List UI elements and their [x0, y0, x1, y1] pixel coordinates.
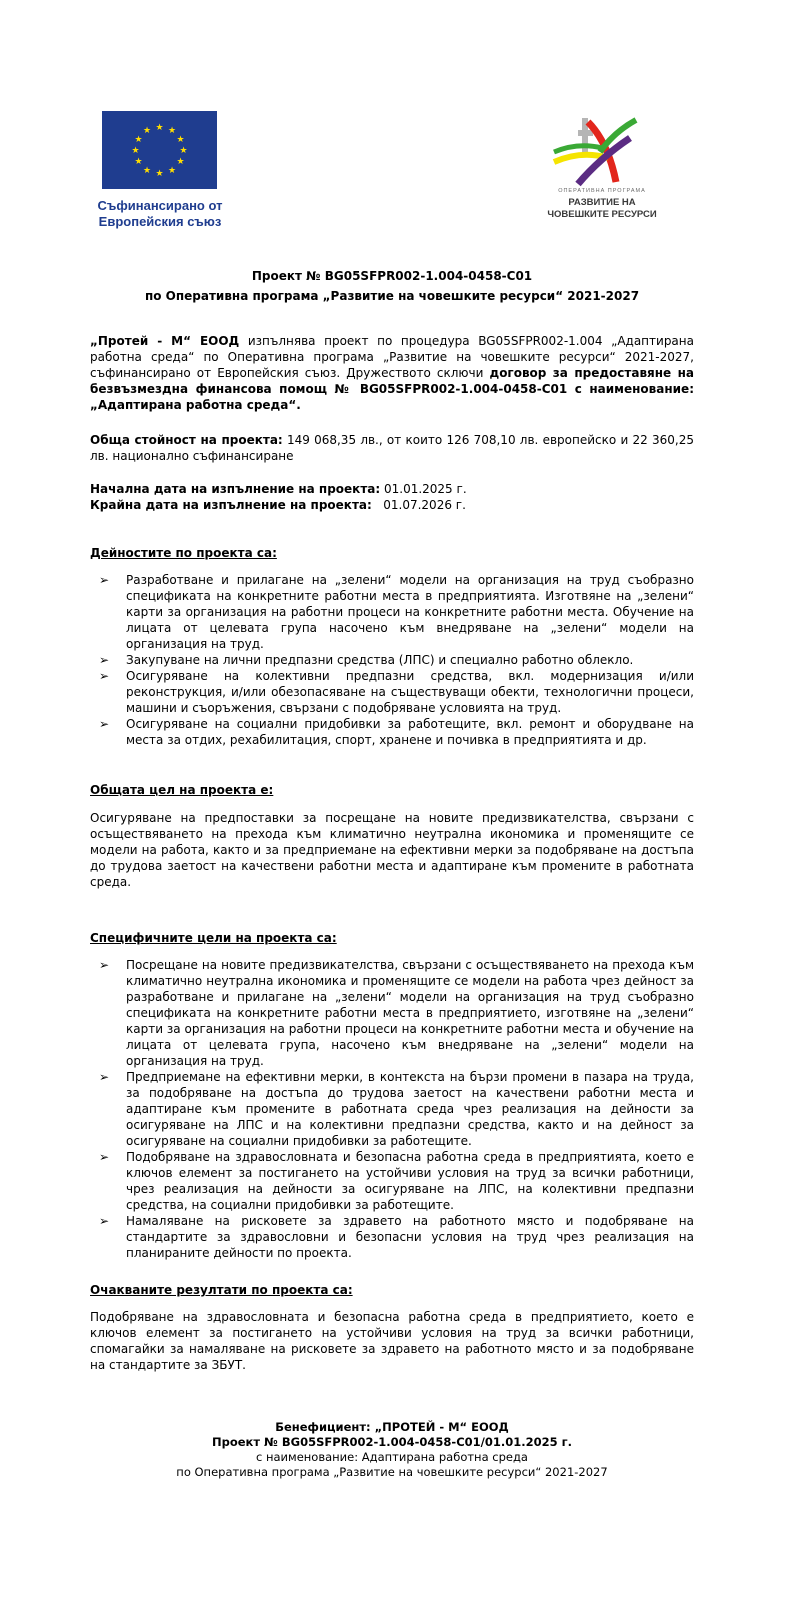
list-item: ➢ Осигуряване на социални придобивки за работещите, вкл. ремонт и оборудване на места за отдих, рехабилитация, спорт, хранене и почивка в предприятията и др.	[99, 717, 694, 747]
arrow-bullet-icon: ➢	[99, 958, 110, 972]
arrow-bullet-icon: ➢	[99, 717, 110, 731]
list-item: ➢ Предприемане на ефективни мерки, в контекста на бързи промени в пазара на труда, за подобряване на достъпа до трудова заетост на качествени работни места и адаптиране към промените в работната среда чрез реализация на дейности за осигуряване на ЛПС и на колективни предпазни средства, както и на дейност за осигуряване на социални придобивки за работещите.	[99, 1070, 694, 1148]
svg-text:★: ★	[134, 135, 143, 145]
project-number-title: Проект № BG05SFPR002-1.004-0458-C01	[251, 269, 533, 283]
svg-text:★: ★	[131, 146, 140, 156]
arrow-bullet-icon: ➢	[99, 1214, 110, 1228]
general-goal-text: Осигуряване на предпоставки за посрещане на новите предизвикателства, свързани с осъществяването на прехода към климатично неутрална икономика и променящите се модели на работа, както и за предприемане на ефективни мерки за подобряване на достъпа до трудова заетост на качествени работни места и адаптиране към промените в работната среда.	[90, 811, 694, 889]
project-name-line: с наименование: Адаптирана работна среда	[256, 1450, 528, 1464]
eu-cofunded-caption: Съфинансирано от Европейския съюз	[97, 198, 223, 229]
arrow-bullet-icon: ➢	[99, 669, 110, 683]
company-name: „Протей - М“ ЕООД	[90, 334, 240, 348]
svg-text:★: ★	[134, 157, 143, 167]
project-value: Обща стойност на проекта: 149 068,35 лв., от които 126 708,10 лв. европейско и 22 360,25 лв. национално съфинансиране	[90, 433, 694, 463]
arrow-bullet-icon: ➢	[99, 1150, 110, 1164]
svg-text:★: ★	[167, 126, 177, 136]
specific-goals-list	[90, 957, 694, 1261]
end-date-label: Крайна дата на изпълнение на проекта:	[90, 498, 372, 512]
beneficiary-line: Бенефициент: „ПРОТЕЙ - М“ ЕООД	[275, 1420, 509, 1434]
general-goal-heading: Общата цел на проекта е:	[90, 783, 274, 797]
svg-text:★: ★	[155, 169, 164, 179]
list-item: ➢ Закупуване на лични предпазни средства (ЛПС) и специално работно облекло.	[99, 653, 634, 667]
results-heading: Очакваните резултати по проекта са:	[90, 1283, 353, 1297]
list-item: ➢ Подобряване на здравословната и безопасна работна среда в предприятията, което е ключов елемент за постигането на устойчиви условия на труд за всички работници, чрез реализация на дейности за осигуряване на ЛПС, на колективни предпазни средства, на социални придобивки за работещите.	[99, 1150, 694, 1212]
eu-flag-icon	[102, 111, 217, 189]
list-item: ➢ Посрещане на новите предизвикателства, свързани с осъществяването на прехода към климатично неутрална икономика и променящите се модели на работа чрез дейност за разработване и прилагане на „зелени“ модели на организация на труд съобразно спецификата на конкретните работни места в предприятието, изготвяне на „зелени“ карти за организация на работни процеси на конкретните работни места и обучение на лицата от целевата група, насочено към внедряване на „зелени“ модели на организация на труд.	[99, 958, 694, 1068]
hr-programme-small-caption: ОПЕРАТИВНА ПРОГРАМА	[558, 188, 646, 194]
arrow-bullet-icon: ➢	[99, 1070, 110, 1084]
arrow-bullet-icon: ➢	[99, 653, 110, 667]
programme-line: по Оперативна програма „Развитие на човешките ресурси“ 2021-2027	[176, 1465, 608, 1479]
svg-text:★: ★	[176, 157, 185, 167]
project-number-line: Проект № BG05SFPR002-1.004-0458-C01/01.01.2025 г.	[212, 1435, 572, 1449]
svg-text:★: ★	[167, 166, 177, 176]
document-title	[90, 266, 694, 306]
list-item: ➢ Намаляване на рисковете за здравето на работното място и подобряване на стандартите за здравословни и безопасни условия на труд чрез реализация на планираните дейности по проекта.	[99, 1214, 694, 1260]
svg-text:★: ★	[142, 166, 152, 176]
list-item: ➢ Осигуряване на колективни предпазни средства, вкл. модернизация и/или реконструкция, и/или обезопасяване на съществуващи обекти, технологични процеси, машини и съоръжения, свързани с подобряване условията на труд.	[99, 669, 694, 715]
hr-programme-caption: РАЗВИТИЕ НА ЧОВЕШКИТЕ РЕСУРСИ	[547, 197, 657, 220]
contract-text: договор за предоставяне на безвъзмездна финансова помощ № BG05SFPR002-1.004-0458-C01 с наименование: „Адаптирана работна среда“.	[90, 366, 694, 412]
end-date-value: 01.07.2026 г.	[371, 498, 466, 512]
activities-list	[90, 572, 694, 748]
programme-title: по Оперативна програма „Развитие на човешките ресурси“ 2021-2027	[144, 289, 640, 303]
svg-text:★: ★	[142, 126, 152, 136]
arrow-bullet-icon: ➢	[99, 573, 110, 587]
svg-text:★: ★	[155, 123, 164, 133]
intro-paragraph: „Протей - М“ ЕООД изпълнява проект по процедура BG05SFPR002-1.004 „Адаптирана работна среда“ по Оперативна програма „Развитие на човешките ресурси“ 2021-2027, съфинансирано от Европейския съюз. Дружеството сключи договор за предоставяне на безвъзмездна финансова помощ № BG05SFPR002-1.004-0458-C01 с наименование: „Адаптирана работна среда“.	[90, 334, 694, 412]
beneficiary-footer	[90, 1420, 694, 1480]
results-text: Подобряване на здравословната и безопасна работна среда в предприятието, което е ключов елемент за постигането на устойчиви условия на труд за всички работници, спомагайки за намаляване на рисковете за здравето на работното място и за подобряване на стандартите за ЗБУТ.	[90, 1310, 694, 1372]
activities-heading: Дейностите по проекта са:	[90, 546, 277, 560]
project-dates	[90, 481, 694, 513]
start-date-value: 01.01.2025 г.	[380, 482, 467, 496]
list-item: ➢ Разработване и прилагане на „зелени“ модели на организация на труд съобразно спецификата на конкретните работни места в предприятията. Изготвяне на „зелени“ карти за организация на работни процеси на конкретните работни места. Обучение на лицата от целевата група насочено към внедряване на „зелени“ модели на организация на труд.	[99, 573, 694, 651]
svg-text:★: ★	[176, 135, 185, 145]
svg-text:★: ★	[179, 146, 188, 156]
start-date-label: Начална дата на изпълнение на проекта:	[90, 482, 381, 496]
specific-goals-heading: Специфичните цели на проекта са:	[90, 931, 337, 945]
